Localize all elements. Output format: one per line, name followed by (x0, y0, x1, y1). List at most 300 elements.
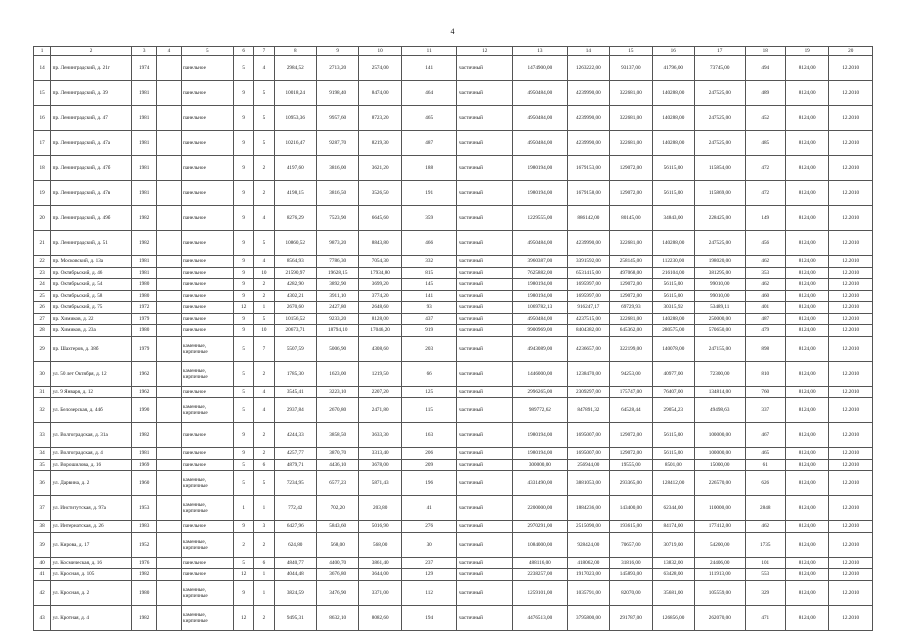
table-cell (157, 131, 181, 156)
table-cell: 4950484,00 (513, 106, 568, 131)
table-row (34, 605, 873, 630)
table-cell: 129 (401, 569, 457, 581)
table-cell: 2574,00 (359, 56, 401, 81)
table-cell: панельное (181, 459, 234, 471)
table-cell: 141 (401, 290, 457, 302)
table-cell: 12.2010 (829, 325, 873, 337)
table-cell: 12 (234, 302, 254, 314)
table-cell: 9 (234, 313, 254, 325)
table-cell: 462 (745, 279, 785, 291)
table-cell: 141 (401, 56, 457, 81)
table-cell: 3676,80 (316, 569, 358, 581)
table-cell: 8124,00 (785, 156, 828, 181)
table-cell: ул. Ворошилова, д. 16 (51, 459, 132, 471)
table-cell: 40977,00 (652, 361, 694, 386)
table-cell: 21590,97 (274, 267, 316, 279)
table-cell: 487 (745, 313, 785, 325)
table-cell: 8501,00 (652, 459, 694, 471)
table-cell: 1695007,00 (567, 448, 609, 460)
table-cell: 228425,00 (695, 206, 746, 231)
table-cell: 247525,00 (695, 131, 746, 156)
table-row (34, 386, 873, 398)
table-cell: 111913,00 (695, 569, 746, 581)
table-cell (157, 448, 181, 460)
table-cell: частичный (457, 459, 513, 471)
table-cell: 9 (234, 448, 254, 460)
table-cell: ул. Кротная, д. 4 (51, 605, 132, 630)
table-row (34, 56, 873, 81)
table-cell: 8124,00 (785, 532, 828, 557)
table-cell: 3960387,00 (513, 256, 568, 268)
table-cell: панельное (181, 386, 234, 398)
table-cell: 203,80 (359, 496, 401, 521)
table-cell: 15 (34, 81, 51, 106)
housing-table (33, 46, 873, 631)
table-cell: 1035791,00 (567, 580, 609, 605)
table-row (34, 557, 873, 569)
column-number: 12 (457, 47, 513, 56)
table-cell: 1980 (132, 580, 157, 605)
table-cell: 4044,48 (274, 569, 316, 581)
table-cell: частичный (457, 580, 513, 605)
table-cell: 1980194,00 (513, 423, 568, 448)
table-cell: 3644,00 (359, 569, 401, 581)
table-cell: 3633,30 (359, 423, 401, 448)
table-cell (157, 302, 181, 314)
table-cell: 203 (401, 336, 457, 361)
table-cell: 2 (254, 448, 274, 460)
table-cell: 237 (401, 557, 457, 569)
table-cell: 1981 (132, 181, 157, 206)
table-cell: 8124,00 (785, 496, 828, 521)
table-cell: 9233,20 (316, 313, 358, 325)
table-cell: 9 (234, 290, 254, 302)
table-cell: 9198,40 (316, 81, 358, 106)
table-cell: частичный (457, 81, 513, 106)
table-cell: ул. Волгоградская, д. 4 (51, 448, 132, 460)
table-cell: 568,00 (359, 532, 401, 557)
table-cell: 4237515,00 (567, 313, 609, 325)
table-cell (157, 313, 181, 325)
table-row (34, 532, 873, 557)
table-cell: 18794,10 (316, 325, 358, 337)
table-cell: 5 (234, 56, 254, 81)
table-cell: 9 (234, 131, 254, 156)
table-cell: 64528,44 (610, 398, 652, 423)
table-cell: 919 (401, 325, 457, 337)
table-cell: 5 (254, 131, 274, 156)
table-cell: 815 (401, 267, 457, 279)
table-cell: 3870,70 (316, 448, 358, 460)
table-cell: 54200,00 (695, 532, 746, 557)
table-cell: 1 (254, 569, 274, 581)
table-cell: 8124,00 (785, 106, 828, 131)
table-cell: пр. Химиков, д. 23а (51, 325, 132, 337)
table-cell: 9 (234, 256, 254, 268)
table-cell: 479 (745, 325, 785, 337)
table-cell: 21 (34, 231, 51, 256)
table-cell: 8474,00 (359, 81, 401, 106)
table-cell: 2471,80 (359, 398, 401, 423)
table-cell: 3911,10 (316, 290, 358, 302)
table-cell: 56115,00 (652, 423, 694, 448)
table-cell: 8124,00 (785, 605, 828, 630)
table-cell: 134814,00 (695, 386, 746, 398)
table-cell: частичный (457, 313, 513, 325)
table-cell (157, 605, 181, 630)
table-cell: 8124,00 (785, 279, 828, 291)
table-cell: 3223,10 (316, 386, 358, 398)
table-cell: 4239990,00 (567, 106, 609, 131)
table-cell: 353 (745, 267, 785, 279)
table-cell: 5 (234, 398, 254, 423)
table-cell: 322199,00 (610, 336, 652, 361)
table-cell: 568,00 (316, 532, 358, 557)
table-cell: частичный (457, 325, 513, 337)
table-cell: 5 (254, 313, 274, 325)
table-cell: 4239990,00 (567, 131, 609, 156)
table-cell: 4 (254, 206, 274, 231)
table-cell: 15000,00 (695, 459, 746, 471)
table-cell: 250000,00 (695, 313, 746, 325)
table-cell: 3621,20 (359, 156, 401, 181)
table-cell: 4950484,00 (513, 81, 568, 106)
table-cell: 2309297,00 (567, 386, 609, 398)
table-cell: 9900969,00 (513, 325, 568, 337)
table-cell: частичный (457, 569, 513, 581)
table-cell: 3795800,00 (567, 605, 609, 630)
table-cell: 472 (745, 156, 785, 181)
table-row (34, 496, 873, 521)
table-cell: 12.2010 (829, 181, 873, 206)
table-cell: 3526,50 (359, 181, 401, 206)
table-cell: 4 (254, 256, 274, 268)
table-cell: 2970291,00 (513, 521, 568, 533)
table-cell: ул. Кросная, д. 105 (51, 569, 132, 581)
column-number: 1 (34, 47, 51, 56)
table-cell (157, 459, 181, 471)
table-cell: 3476,90 (316, 580, 358, 605)
table-cell: каменные, кирпичные (181, 532, 234, 557)
table-cell: 4476513,00 (513, 605, 568, 630)
table-cell: 322681,00 (610, 313, 652, 325)
table-cell: 4308,60 (359, 336, 401, 361)
table-cell: 1953 (132, 496, 157, 521)
table-cell: 3391592,00 (567, 256, 609, 268)
table-cell: 5507,59 (274, 336, 316, 361)
column-number: 4 (157, 47, 181, 56)
table-row (34, 361, 873, 386)
table-row (34, 267, 873, 279)
table-cell: 20673,71 (274, 325, 316, 337)
table-cell: 6645,60 (359, 206, 401, 231)
table-cell: ул. Кросная, д. 2 (51, 580, 132, 605)
table-cell: ул. Кирова, д. 17 (51, 532, 132, 557)
table-cell: 276 (401, 521, 457, 533)
table-cell: 110000,00 (695, 496, 746, 521)
table-cell: 12.2010 (829, 81, 873, 106)
table-cell: 17934,80 (359, 267, 401, 279)
table-cell: 624,80 (274, 532, 316, 557)
column-number: 13 (513, 47, 568, 56)
table-cell: 5016,90 (359, 521, 401, 533)
table-cell: пр. Октябрьский, д. 58 (51, 290, 132, 302)
table-cell: 19555,00 (610, 459, 652, 471)
table-cell: 810 (745, 361, 785, 386)
table-cell: 247525,00 (695, 231, 746, 256)
table-cell: 466 (401, 231, 457, 256)
table-cell: 129072,00 (610, 290, 652, 302)
column-number: 8 (274, 47, 316, 56)
table-cell: 8124,00 (785, 231, 828, 256)
table-cell: 291787,00 (610, 605, 652, 630)
table-cell: 2996265,00 (513, 386, 568, 398)
table-cell: 9 (234, 231, 254, 256)
table-cell: 4282,90 (274, 279, 316, 291)
table-cell: 82070,00 (610, 580, 652, 605)
table-cell: каменные, кирпичные (181, 605, 234, 630)
table-cell: панельное (181, 56, 234, 81)
table-cell: 72300,00 (695, 361, 746, 386)
table-cell: 53489,11 (695, 302, 746, 314)
table-cell: 1981 (132, 106, 157, 131)
table-cell: 8564,93 (274, 256, 316, 268)
table-cell: 1446000,00 (513, 361, 568, 386)
table-cell: 9 (234, 580, 254, 605)
table-cell: 9 (234, 156, 254, 181)
table-cell: 3881053,00 (567, 471, 609, 496)
table-cell: 1 (254, 580, 274, 605)
table-cell: панельное (181, 521, 234, 533)
table-cell: 115869,00 (695, 181, 746, 206)
table-cell: 2515090,00 (567, 521, 609, 533)
table-cell: 30 (34, 361, 51, 386)
table-cell: 23 (34, 267, 51, 279)
table-cell: 8219,30 (359, 131, 401, 156)
table-cell: 258145,00 (610, 256, 652, 268)
table-cell: 2848 (745, 496, 785, 521)
table-cell: 12.2010 (829, 459, 873, 471)
table-cell: 9957,60 (316, 106, 358, 131)
table-cell (157, 231, 181, 256)
column-number: 18 (745, 47, 785, 56)
table-cell: частичный (457, 231, 513, 256)
table-cell: 10156,52 (274, 313, 316, 325)
table-cell: 916247,17 (567, 302, 609, 314)
table-cell: 9873,20 (316, 231, 358, 256)
table-cell: ул. Космическая, д. 16 (51, 557, 132, 569)
table-cell: 462 (745, 521, 785, 533)
table-cell: пр. Ленинградский, д. 47 (51, 106, 132, 131)
table-cell: 1981 (132, 448, 157, 460)
table-cell: 280575,00 (652, 325, 694, 337)
table-cell: 22 (34, 256, 51, 268)
table-cell: 177412,00 (695, 521, 746, 533)
column-number: 20 (829, 47, 873, 56)
table-cell: 1069782,13 (513, 302, 568, 314)
table-cell: 8124,00 (785, 557, 828, 569)
table-cell: 3774,20 (359, 290, 401, 302)
table-cell: 12.2010 (829, 605, 873, 630)
table-cell: 140288,00 (652, 313, 694, 325)
table-cell: 5 (234, 471, 254, 496)
table-cell: 5 (234, 336, 254, 361)
table-cell: 488116,00 (513, 557, 568, 569)
table-cell: ул. Дарвина, д. 2 (51, 471, 132, 496)
table-cell: 38 (34, 521, 51, 533)
table-cell: 645362,00 (610, 325, 652, 337)
table-cell: 69729,93 (610, 302, 652, 314)
table-cell: 3545,41 (274, 386, 316, 398)
table-cell: 1981 (132, 131, 157, 156)
table-cell: 8124,00 (785, 81, 828, 106)
table-cell: 322681,00 (610, 106, 652, 131)
table-cell: 462 (745, 256, 785, 268)
table-cell: 10 (254, 325, 274, 337)
table-cell: частичный (457, 386, 513, 398)
table-cell: 12.2010 (829, 106, 873, 131)
table-cell: 5 (234, 459, 254, 471)
table-cell (157, 56, 181, 81)
table-cell: частичный (457, 302, 513, 314)
table-cell: панельное (181, 279, 234, 291)
table-cell: панельное (181, 557, 234, 569)
table-cell: 10860,52 (274, 231, 316, 256)
table-cell: 1084000,00 (513, 532, 568, 557)
table-cell: 1 (234, 496, 254, 521)
table-cell: 129072,00 (610, 156, 652, 181)
table-cell: 989772,62 (513, 398, 568, 423)
table-cell (157, 325, 181, 337)
table-cell: 487 (401, 131, 457, 156)
table-cell: 8124,00 (785, 448, 828, 460)
table-cell: 16 (34, 106, 51, 131)
table-cell: 1980194,00 (513, 279, 568, 291)
table-cell: 8124,00 (785, 325, 828, 337)
table-row (34, 580, 873, 605)
table-cell: 1735 (745, 532, 785, 557)
table-cell: 322681,00 (610, 131, 652, 156)
table-cell: 497068,00 (610, 267, 652, 279)
table-row (34, 156, 873, 181)
table-cell: 8124,00 (785, 471, 828, 496)
table-cell: 2427,80 (316, 302, 358, 314)
table-cell: 101 (745, 557, 785, 569)
table-cell: 1259101,00 (513, 580, 568, 605)
table-cell: 262070,00 (695, 605, 746, 630)
table-cell: 8124,00 (785, 56, 828, 81)
table-cell: 30315,92 (652, 302, 694, 314)
table-cell: ул. Белозерская, д. 44б (51, 398, 132, 423)
table-cell: 3861,40 (359, 557, 401, 569)
table-cell: пр. Октябрьский, д. 75 (51, 302, 132, 314)
table-row (34, 459, 873, 471)
table-cell: 2937,84 (274, 398, 316, 423)
table-cell: частичный (457, 398, 513, 423)
table-cell: 6577,23 (316, 471, 358, 496)
table-cell (157, 256, 181, 268)
table-cell: 12 (234, 569, 254, 581)
table-cell: частичный (457, 448, 513, 460)
table-cell: 76407,00 (652, 386, 694, 398)
table-cell: 5 (254, 106, 274, 131)
table-cell: 4 (254, 56, 274, 81)
table-cell: 12.2010 (829, 448, 873, 460)
table-cell: 216104,00 (652, 267, 694, 279)
table-cell: 12.2010 (829, 361, 873, 386)
table-cell: 7786,30 (316, 256, 358, 268)
table-row (34, 423, 873, 448)
table-cell: 140288,00 (652, 231, 694, 256)
table-cell: каменные, кирпичные (181, 398, 234, 423)
table-cell: 2713,20 (316, 56, 358, 81)
table-cell: частичный (457, 471, 513, 496)
table-cell: 35 (34, 459, 51, 471)
table-cell: 12.2010 (829, 386, 873, 398)
table-cell: 62344,00 (652, 496, 694, 521)
table-cell: 8276,29 (274, 206, 316, 231)
table-cell: 12.2010 (829, 313, 873, 325)
table-cell: частичный (457, 521, 513, 533)
table-cell: 99010,00 (695, 279, 746, 291)
table-cell (157, 181, 181, 206)
table-cell: 140288,00 (652, 106, 694, 131)
table-cell: 4436,10 (316, 459, 358, 471)
table-cell: 24 (34, 279, 51, 291)
table-row (34, 569, 873, 581)
table-cell: 105559,00 (695, 580, 746, 605)
table-cell: 18 (34, 156, 51, 181)
table-cell: 467 (745, 423, 785, 448)
table-cell: 1990 (132, 398, 157, 423)
table-cell: 322681,00 (610, 81, 652, 106)
table-cell: 93137,00 (610, 56, 652, 81)
table-cell: 4236657,00 (567, 336, 609, 361)
table-cell: пр. Шахтеров, д. 38б (51, 336, 132, 361)
table-cell: 8124,00 (785, 580, 828, 605)
table-cell: 1979 (132, 336, 157, 361)
table-cell: 8124,00 (785, 256, 828, 268)
table-cell: 9 (234, 206, 254, 231)
table-cell: 39 (34, 532, 51, 557)
table-cell: 1952 (132, 532, 157, 557)
table-cell: 143400,00 (610, 496, 652, 521)
table-cell: 6 (254, 459, 274, 471)
table-cell: 41796,00 (652, 56, 694, 81)
table-cell: частичный (457, 557, 513, 569)
table-cell: пр. Ленинградский, д. 51 (51, 231, 132, 256)
table-cell: 322681,00 (610, 231, 652, 256)
table-cell: 2 (234, 532, 254, 557)
table-cell: 8404382,00 (567, 325, 609, 337)
table-cell: 1974 (132, 56, 157, 81)
table-cell: 456 (745, 231, 785, 256)
table-cell (157, 496, 181, 521)
table-cell: панельное (181, 181, 234, 206)
table-cell: 193615,00 (610, 521, 652, 533)
table-cell: 8082,60 (359, 605, 401, 630)
table-cell: ул. 9 Января, д. 12 (51, 386, 132, 398)
table-cell: панельное (181, 156, 234, 181)
table-cell: ул. Интернатская, д. 26 (51, 521, 132, 533)
table-cell: 1623,00 (316, 361, 358, 386)
table-cell: 4239990,00 (567, 231, 609, 256)
table-cell: 898 (745, 336, 785, 361)
table-cell: 32 (34, 398, 51, 423)
table-cell: частичный (457, 106, 513, 131)
table-cell: 2207,20 (359, 386, 401, 398)
table-cell: 140288,00 (652, 81, 694, 106)
